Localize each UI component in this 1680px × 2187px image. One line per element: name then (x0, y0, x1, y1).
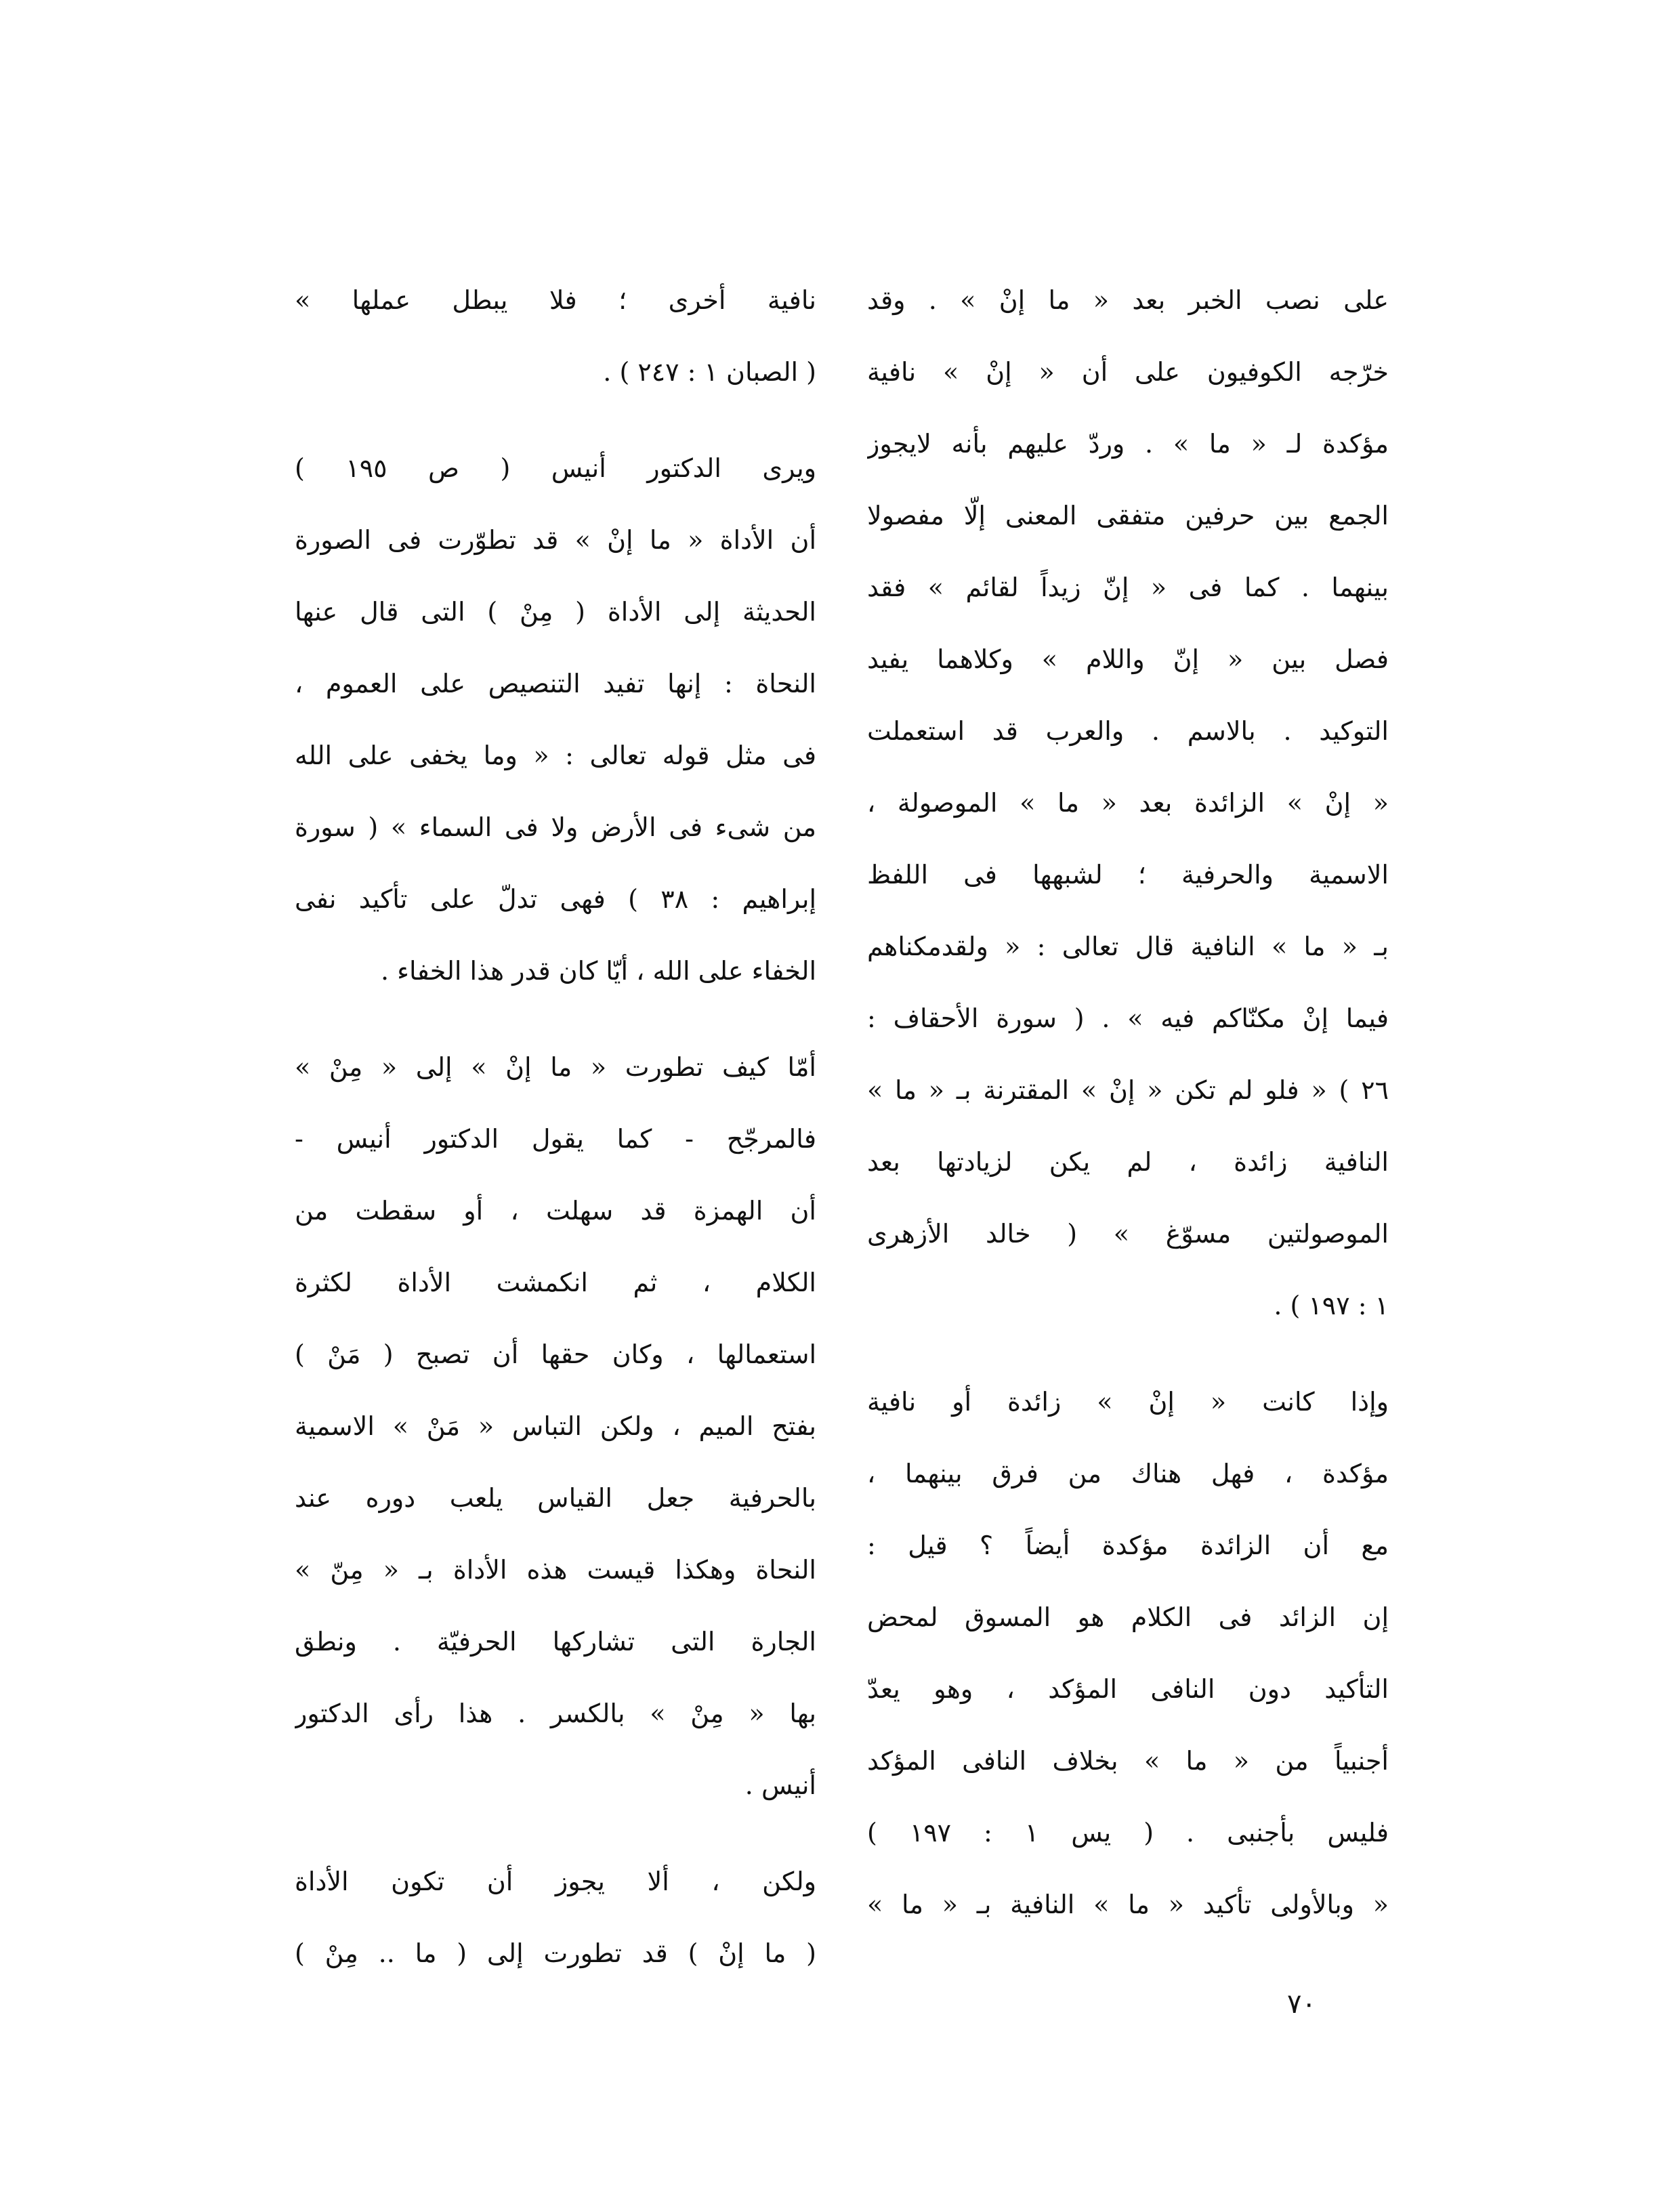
paragraph (295, 432, 816, 1007)
text-line: على نصب الخبر بعد « ما إنْ » . وقد (867, 285, 1389, 315)
text-line: بينهما . كما فى « إنّ زيداً لقائم » فقد (867, 572, 1389, 602)
text-line: بها « مِنْ » بالكسر . هذا رأى الدكتور (295, 1699, 816, 1728)
text-line: من شىء فى الأرض ولا فى السماء » ( سورة (295, 812, 816, 842)
text-line: نافية أخرى ؛ فلا يبطل عملها » (295, 285, 816, 315)
page-number: ٧٠ (1287, 1988, 1316, 2020)
right-column (867, 264, 1389, 1940)
text-line: الجارة التى تشاركها الحرفيّة . ونطق (295, 1627, 816, 1657)
text-line: فيما إنْ مكنّاكم فيه » . ( سورة الأحقاف : (867, 1003, 1389, 1033)
text-line: إن الزائد فى الكلام هو المسوق لمحض (867, 1602, 1389, 1632)
text-line: الخفاء على الله ، أيّا كان قدر هذا الخفاء . (380, 956, 816, 986)
text-line: ٢٦ ) « فلو لم تكن « إنْ » المقترنة بـ « ما » (867, 1075, 1389, 1105)
text-line: الموصولتين مسوّغ » ( خالد الأزهرى (867, 1219, 1389, 1249)
text-line: فصل بين « إنّ واللام » وكلاهما يفيد (867, 644, 1389, 674)
text-line: ويرى الدكتور أنيس ( ص ١٩٥ ) (295, 453, 816, 483)
text-line: أجنبياً من « ما » بخلاف النافى المؤكد (867, 1746, 1389, 1776)
text-line: التأكيد دون النافى المؤكد ، وهو يعدّ (867, 1674, 1389, 1704)
text-line: الحديثة إلى الأداة ( مِنْ ) التى قال عنها (295, 597, 816, 627)
left-column (295, 264, 816, 1989)
text-line: أن الهمزة قد سهلت ، أو سقطت من (295, 1196, 816, 1226)
text-line: ( ما إنْ ) قد تطورت إلى ( ما .. مِنْ ) (295, 1938, 816, 1968)
text-line: النحاة وهكذا قيست هذه الأداة بـ « مِنّ » (295, 1555, 816, 1585)
text-line: أنيس . (744, 1770, 816, 1800)
text-line: استعمالها ، وكان حقها أن تصبح ( مَنْ ) (295, 1339, 816, 1369)
text-line: ١ : ١٩٧ ) . (1274, 1291, 1389, 1320)
text-line: وإذا كانت « إنْ » زائدة أو نافية (867, 1387, 1389, 1417)
text-line: ولكن ، ألا يجوز أن تكون الأداة (295, 1867, 816, 1896)
paragraph (867, 1366, 1389, 1940)
text-line: النحاة : إنها تفيد التنصيص على العموم ، (295, 669, 816, 699)
text-line: فالمرجّح - كما يقول الدكتور أنيس - (295, 1124, 816, 1154)
paragraph (867, 264, 1389, 1341)
text-line: الكلام ، ثم انكمشت الأداة لكثرة (295, 1268, 816, 1297)
text-line: التوكيد . بالاسم . والعرب قد استعملت (867, 716, 1389, 746)
text-line: مع أن الزائدة مؤكدة أيضاً ؟ قيل : (867, 1530, 1389, 1560)
text-line: بالحرفية جعل القياس يلعب دوره عند (295, 1483, 816, 1513)
text-line: الجمع بين حرفين متفقى المعنى إلّا مفصولا (867, 501, 1389, 530)
text-line: مؤكدة ، فهل هناك من فرق بينهما ، (867, 1459, 1389, 1488)
paragraph (295, 1031, 816, 1821)
text-line: النافية زائدة ، لم يكن لزيادتها بعد (867, 1147, 1389, 1177)
text-line: فى مثل قوله تعالى : « وما يخفى على الله (295, 741, 816, 770)
text-line: خرّجه الكوفيون على أن « إنْ » نافية (867, 357, 1389, 387)
paragraph (295, 264, 816, 408)
text-line: أن الأداة « ما إنْ » قد تطوّرت فى الصورة (295, 525, 816, 555)
text-line: « وبالأولى تأكيد « ما » النافية بـ « ما » (867, 1890, 1389, 1919)
text-line: « إنْ » الزائدة بعد « ما » الموصولة ، (867, 788, 1389, 818)
text-line: أمّا كيف تطورت « ما إنْ » إلى « مِنْ » (295, 1052, 816, 1082)
text-line: الاسمية والحرفية ؛ لشبهها فى اللفظ (867, 860, 1389, 890)
text-line: فليس بأجنبى . ( يس ١ : ١٩٧ ) (867, 1818, 1389, 1848)
text-line: ( الصبان ١ : ٢٤٧ ) . (603, 357, 816, 387)
text-line: مؤكدة لـ « ما » . وردّ عليهم بأنه لايجوز (867, 429, 1389, 459)
text-line: بـ « ما » النافية قال تعالى : « ولقدمكناهم (867, 932, 1389, 961)
text-line: بفتح الميم ، ولكن التباس « مَنْ » الاسمية (295, 1411, 816, 1441)
paragraph (295, 1846, 816, 1989)
text-line: إبراهيم : ٣٨ ) فهى تدلّ على تأكيد نفى (295, 884, 816, 914)
